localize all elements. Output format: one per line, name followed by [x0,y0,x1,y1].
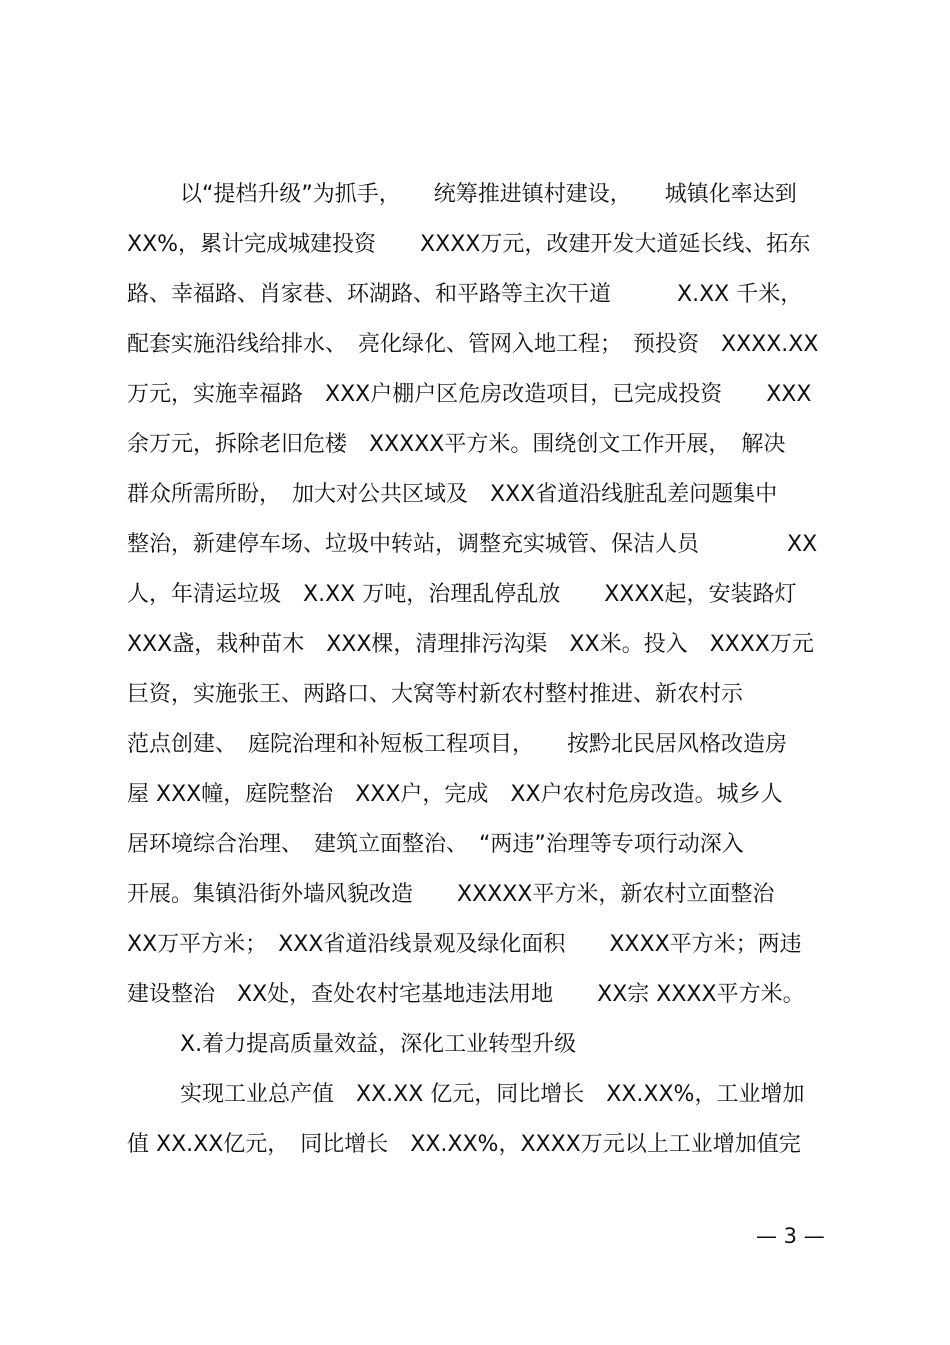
section-heading: X.着力提高质量效益，深化工业转型升级 [180,1032,577,1057]
paragraph-line: 万元，实施幸福路 XXX户棚户区危房改造项目，已完成投资 XXX [127,382,812,407]
paragraph-line: XX万平方米； XXX省道沿线景观及绿化面积 XXXX平方米；两违 [127,932,802,957]
paragraph-line: XXX盏，栽种苗木 XXX棵，清理排污沟渠 XX米。投入 XXXX万元 [127,632,814,657]
paragraph-line: 路、幸福路、肖家巷、环湖路、和平路等主次干道 X.XX 千米， [127,282,803,307]
paragraph-line: 巨资，实施张王、两路口、大窝等村新农村整村推进、新农村示 [127,682,744,707]
paragraph-line: 实现工业总产值 XX.XX 亿元，同比增长 XX.XX%，工业增加 [180,1082,805,1107]
page-number: — 3 — [756,1224,825,1248]
paragraph-line: 余万元，拆除老旧危楼 XXXXX平方米。围绕创文工作开展， 解决 [127,432,786,457]
paragraph-line: 开展。集镇沿街外墙风貌改造 XXXXX平方米，新农村立面整治 [127,882,775,907]
paragraph-line: 屋 XXX幢，庭院整治 XXX户，完成 XX户农村危房改造。城乡人 [127,782,783,807]
paragraph-line: 整治，新建停车场、垃圾中转站，调整充实城管、保洁人员 XX [127,532,818,557]
paragraph-line: 以“提档升级”为抓手， 统筹推进镇村建设， 城镇化率达到 [180,182,797,207]
paragraph-line: 配套实施沿线给排水、 亮化绿化、管网入地工程； 预投资 XXXX.XX [127,332,819,357]
paragraph-line: 建设整治 XX处，查处农村宅基地违法用地 XX宗 XXXX平方米。 [127,982,805,1007]
paragraph-line: XX%，累计完成城建投资 XXXX万元，改建开发大道延长线、拓东 [127,232,811,257]
paragraph-line: 人，年清运垃圾 X.XX 万吨，治理乱停乱放 XXXX起，安装路灯 [127,582,797,607]
paragraph-line: 群众所需所盼， 加大对公共区域及 XXX省道沿线脏乱差问题集中 [127,482,778,507]
paragraph-line: 值 XX.XX亿元， 同比增长 XX.XX%，XXXX万元以上工业增加值完 [127,1132,801,1157]
paragraph-line: 范点创建、 庭院治理和补短板工程项目， 按黔北民居风格改造房 [127,732,788,757]
paragraph-line: 居环境综合治理、 建筑立面整治、 “两违”治理等专项行动深入 [127,832,744,857]
